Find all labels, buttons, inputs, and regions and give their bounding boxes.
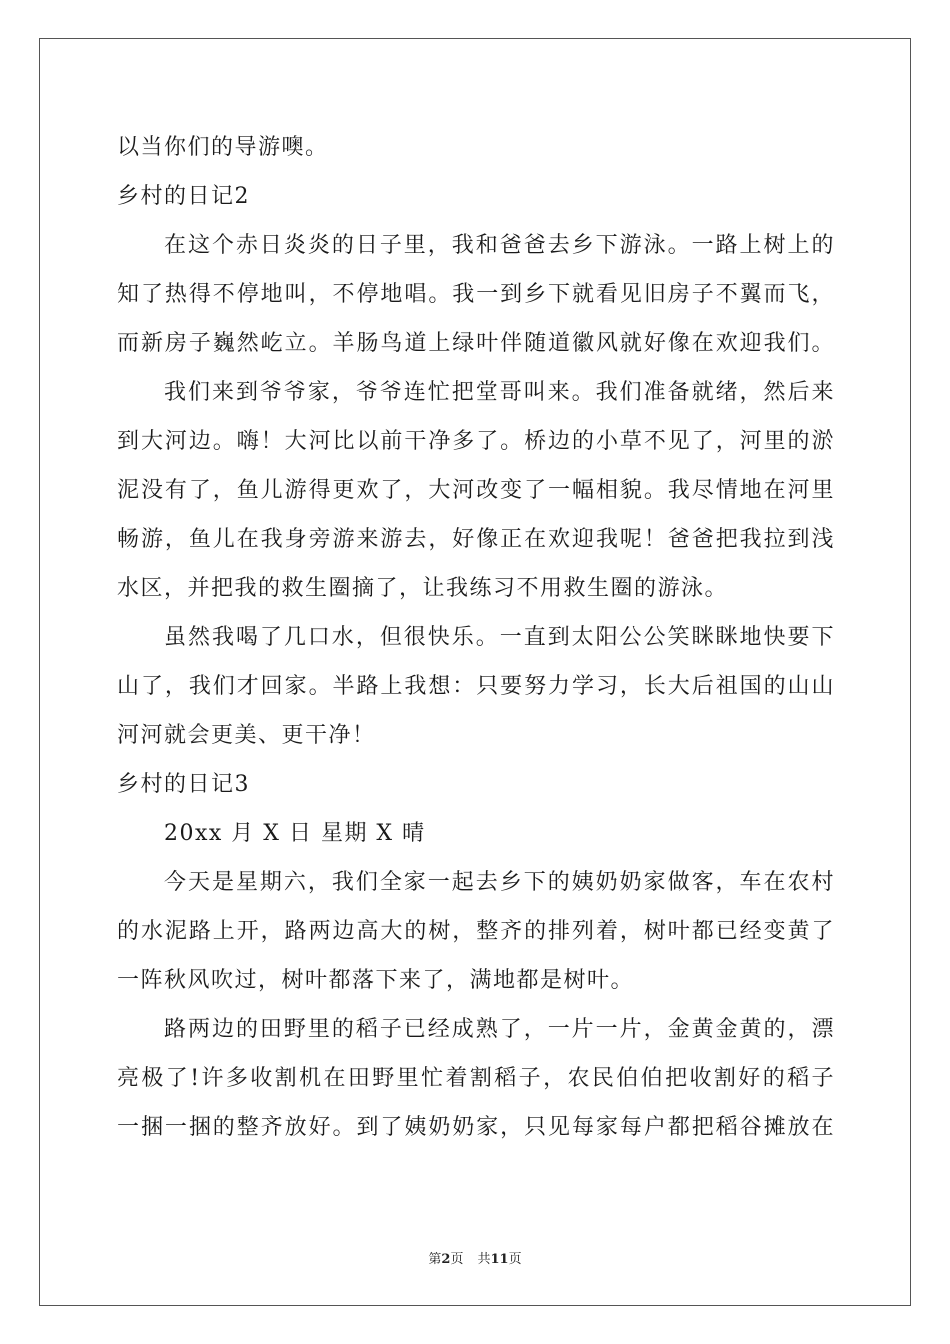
total-pages: 11 bbox=[490, 1252, 509, 1267]
text-line: 山了，我们才回家。半路上我想：只要努力学习，长大后祖国的山山 bbox=[117, 674, 835, 699]
text-line: 虽然我喝了几口水，但很快乐。一直到太阳公公笑眯眯地快要下 bbox=[164, 625, 835, 650]
text-line: 河河就会更美、更干净！ bbox=[117, 723, 376, 748]
page-suffix: 页 bbox=[450, 1252, 464, 1267]
text-line: 知了热得不停地叫，不停地唱。我一到乡下就看见旧房子不翼而飞， bbox=[117, 282, 835, 307]
page-number: 2 bbox=[441, 1252, 451, 1267]
text-line: 亮极了!许多收割机在田野里忙着割稻子，农民伯伯把收割好的稻子 bbox=[117, 1066, 835, 1091]
text-line: 一阵秋风吹过，树叶都落下来了，满地都是树叶。 bbox=[117, 968, 635, 993]
section-heading: 乡村的日记3 bbox=[117, 772, 250, 797]
total-prefix: 共 bbox=[477, 1252, 491, 1267]
text-line: 路两边的田野里的稻子已经成熟了，一片一片，金黄金黄的，漂 bbox=[164, 1017, 835, 1042]
text-line: 在这个赤日炎炎的日子里，我和爸爸去乡下游泳。一路上树上的 bbox=[164, 233, 835, 258]
text-line: 一捆一捆的整齐放好。到了姨奶奶家，只见每家每户都把稻谷摊放在 bbox=[117, 1115, 835, 1140]
text-line: 以当你们的导游噢。 bbox=[117, 135, 329, 160]
text-line: 我们来到爷爷家，爷爷连忙把堂哥叫来。我们准备就绪，然后来 bbox=[164, 380, 835, 405]
text-line: 今天是星期六，我们全家一起去乡下的姨奶奶家做客，车在农村 bbox=[164, 870, 835, 895]
text-line: 而新房子巍然屹立。羊肠鸟道上绿叶伴随道徽风就好像在欢迎我们。 bbox=[117, 331, 835, 356]
page-prefix: 第 bbox=[428, 1252, 442, 1267]
date-line: 20xx 月 X 日 星期 X 晴 bbox=[164, 821, 426, 846]
text-line: 泥没有了，鱼儿游得更欢了，大河改变了一幅相貌。我尽情地在河里 bbox=[117, 478, 835, 503]
text-line: 的水泥路上开，路两边高大的树，整齐的排列着，树叶都已经变黄了 bbox=[117, 919, 835, 944]
document-body bbox=[117, 123, 835, 1152]
total-suffix: 页 bbox=[508, 1252, 522, 1267]
text-line: 畅游，鱼儿在我身旁游来游去，好像正在欢迎我呢！爸爸把我拉到浅 bbox=[117, 527, 835, 552]
text-line: 水区，并把我的救生圈摘了，让我练习不用救生圈的游泳。 bbox=[117, 576, 729, 601]
section-heading: 乡村的日记2 bbox=[117, 184, 250, 209]
page-footer bbox=[0, 1248, 950, 1267]
text-line: 到大河边。嗨！大河比以前干净多了。桥边的小草不见了，河里的淤 bbox=[117, 429, 835, 454]
